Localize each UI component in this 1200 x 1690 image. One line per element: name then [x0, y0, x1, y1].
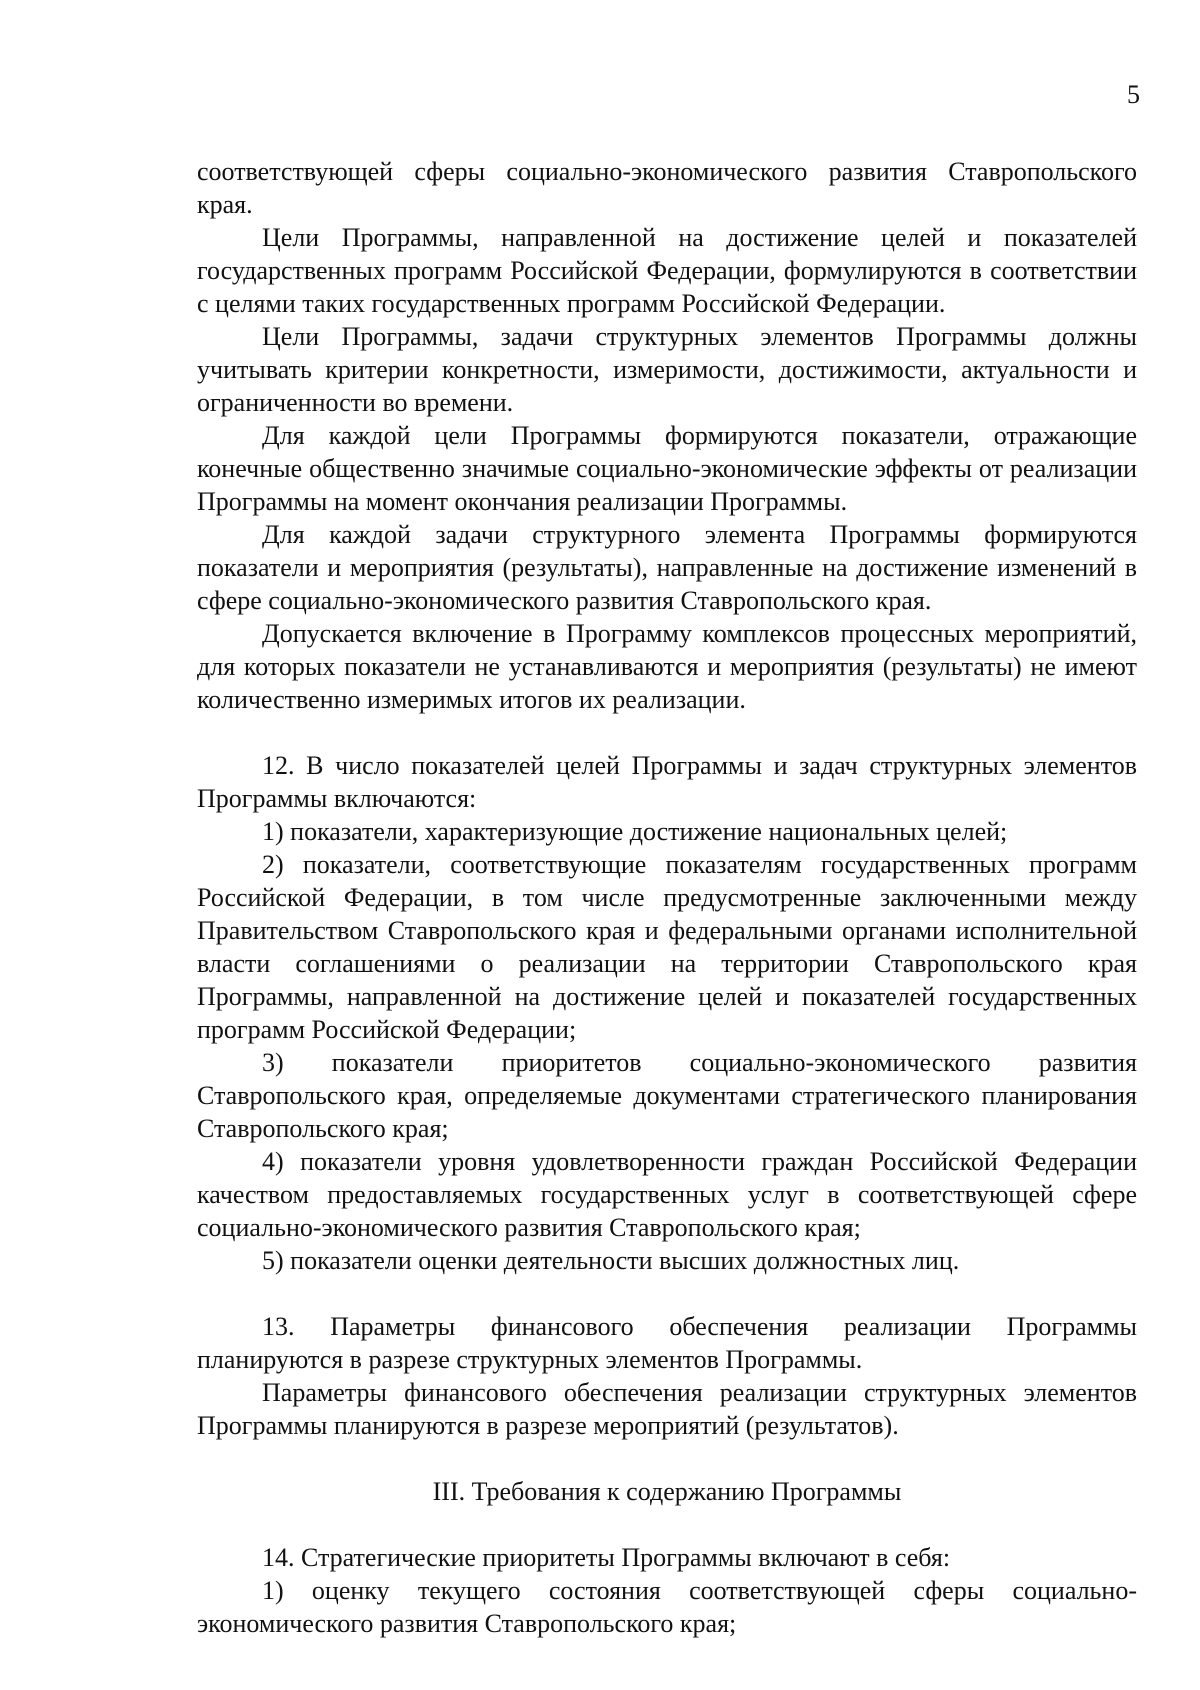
list-item: 2) показатели, соответствующие показателям государственных программ Российской Федерации, в том числе предусмотренные заключенными между Правительством Ставропольского края и федеральными органами исполнительной власти соглашениями о реализации на территории Ставропольского края Программы, направленной на достижение целей и показателей государственных программ Российской Федерации; [197, 850, 1137, 1044]
paragraph: соответствующей сферы социально-экономического развития Ставропольского края. [197, 157, 1137, 219]
paragraph: Параметры финансового обеспечения реализации структурных элементов Программы планируются в разрезе мероприятий (результатов). [197, 1378, 1137, 1440]
page-number: 5 [1127, 80, 1140, 109]
list-item: 1) оценку текущего состояния соответствующей сферы социально-экономического развития Ставропольского края; [197, 1576, 1137, 1638]
document-body [197, 155, 1137, 1640]
list-item: 4) показатели уровня удовлетворенности граждан Российской Федерации качеством предоставляемых государственных услуг в соответствующей сфере социально-экономического развития Ставропольского края; [197, 1147, 1137, 1242]
paragraph-gap [197, 1442, 1137, 1475]
list-item: 3) показатели приоритетов социально-экономического развития Ставропольского края, определяемые документами стратегического планирования Ставропольского края; [197, 1048, 1137, 1143]
paragraph: Цели Программы, задачи структурных элементов Программы должны учитывать критерии конкретности, измеримости, достижимости, актуальности и ограниченности во времени. [197, 322, 1137, 417]
list-item: 5) показатели оценки деятельности высших должностных лиц. [262, 1246, 960, 1275]
paragraph-gap [197, 1277, 1137, 1310]
paragraph: Для каждой задачи структурного элемента Программы формируются показатели и мероприятия (результаты), направленные на достижение изменений в сфере социально-экономического развития Ставропольского края. [197, 520, 1137, 615]
paragraph: Допускается включение в Программу комплексов процессных мероприятий, для которых показатели не устанавливаются и мероприятия (результаты) не имеют количественно измеримых итогов их реализации. [197, 619, 1137, 714]
list-item: 1) показатели, характеризующие достижение национальных целей; [262, 817, 1008, 846]
section-heading: III. Требования к содержанию Программы [432, 1477, 902, 1506]
paragraph: Цели Программы, направленной на достижение целей и показателей государственных программ Российской Федерации, формулируются в соответствии с целями таких государственных программ Российской Федерации. [197, 223, 1137, 318]
clause-12: 12. В число показателей целей Программы и задач структурных элементов Программы включаются: [197, 751, 1137, 813]
paragraph-gap [197, 1508, 1137, 1541]
paragraph-gap [197, 716, 1137, 749]
paragraph: Для каждой цели Программы формируются показатели, отражающие конечные общественно значимые социально-экономические эффекты от реализации Программы на момент окончания реализации Программы. [197, 421, 1137, 516]
clause-14: 14. Стратегические приоритеты Программы включают в себя: [262, 1543, 951, 1572]
clause-13: 13. Параметры финансового обеспечения реализации Программы планируются в разрезе структурных элементов Программы. [197, 1312, 1137, 1374]
